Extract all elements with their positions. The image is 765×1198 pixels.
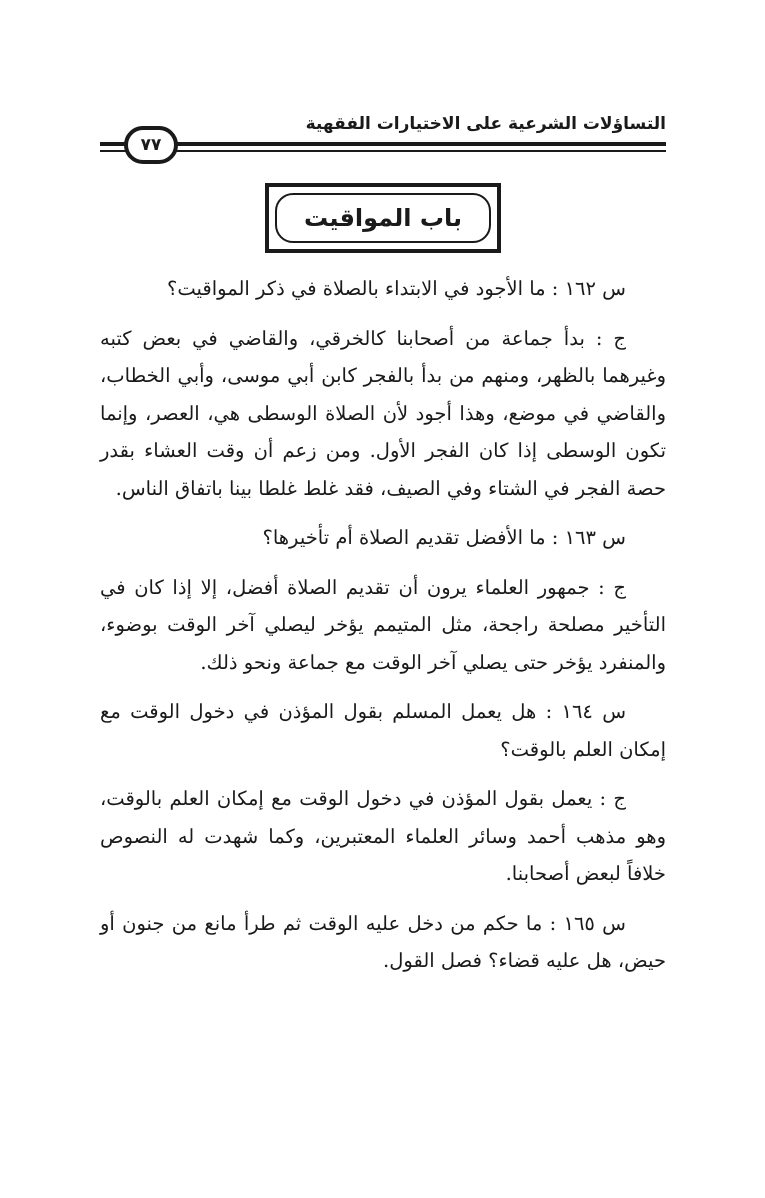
answer-162: ج : بدأ جماعة من أصحابنا كالخرقي، والقاضي في بعض كتبه وغيرهما بالظهر، ومنهم من بدأ بالفجر كابن أبي موسى، وأبي الخطاب، والقاضي في موضع، وهذا أجود لأن الصلاة الوسطى هي، العصر، وإنما تكون الوسطى إذا كان الفجر الأول. ومن زعم أن وقت العشاء بقدر حصة الفجر في الشتاء وفي الصيف، فقد غلط غلطا بينا باتفاق الناس. [100, 326, 666, 500]
header-rule-thin [100, 150, 666, 152]
question-164: س ١٦٤ : هل يعمل المسلم بقول المؤذن في دخول الوقت مع إمكان العلم بالوقت؟ [100, 700, 666, 761]
chapter-title: باب المواقيت [303, 204, 462, 232]
chapter-title-frame [265, 183, 501, 253]
page-header [100, 108, 666, 168]
question-162: س ١٦٢ : ما الأجود في الابتداء بالصلاة في ذكر المواقيت؟ [167, 277, 626, 300]
header-rule-thick [100, 142, 666, 146]
page-number: ٧٧ [124, 126, 178, 164]
question-163: س ١٦٣ : ما الأفضل تقديم الصلاة أم تأخيرها؟ [262, 526, 626, 549]
question-165: س ١٦٥ : ما حكم من دخل عليه الوقت ثم طرأ مانع من جنون أو حيض، هل عليه قضاء؟ فصل القول. [100, 911, 666, 972]
chapter-title-inner-frame [275, 193, 491, 243]
running-title: التساؤلات الشرعية على الاختيارات الفقهية [305, 114, 666, 134]
body-text [100, 270, 666, 992]
answer-163: ج : جمهور العلماء يرون أن تقديم الصلاة أفضل، إلا إذا كان في التأخير مصلحة راجحة، مثل المتيمم يؤخر ليصلي آخر الوقت بوضوء، والمنفرد يؤخر حتى يصلي آخر الوقت مع جماعة ونحو ذلك. [100, 575, 666, 674]
answer-164: ج : يعمل بقول المؤذن في دخول الوقت مع إمكان العلم بالوقت، وهو مذهب أحمد وسائر العلماء المعتبرين، وكما شهدت له النصوص خلافاً لبعض أصحابنا. [100, 787, 666, 885]
